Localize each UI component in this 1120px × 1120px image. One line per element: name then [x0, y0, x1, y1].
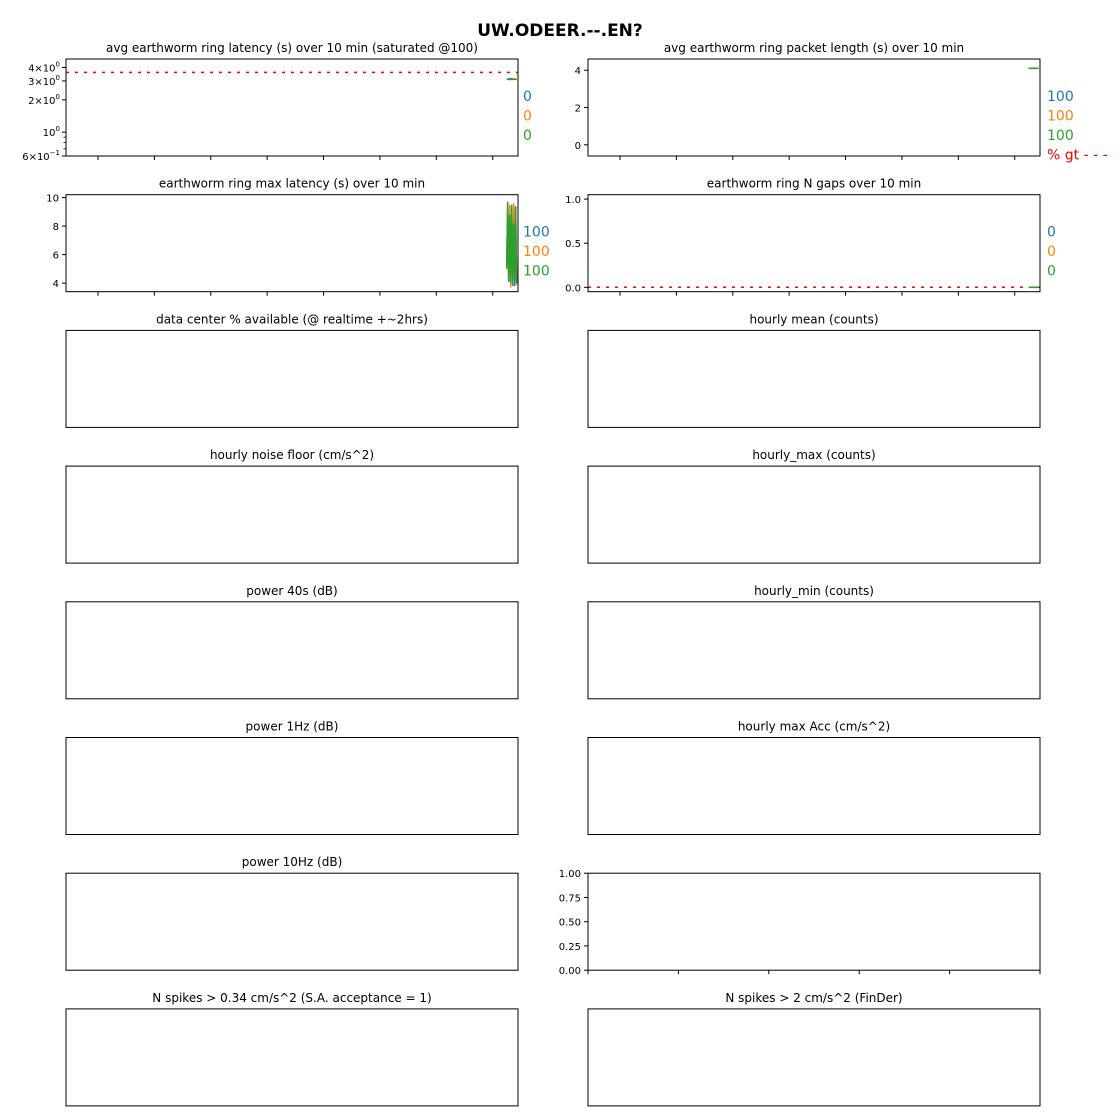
y-tick-label: 0.00: [558, 966, 581, 978]
subplot-1: [575, 41, 1108, 164]
plot-frame: [66, 738, 518, 835]
plot-frame: [66, 466, 518, 563]
side-label: 0: [1047, 224, 1056, 241]
subplot-title: N spikes > 0.34 cm/s^2 (S.A. acceptance = 1): [152, 990, 432, 1005]
plot-frame: [588, 873, 1040, 970]
side-label: 0: [523, 108, 532, 125]
subplot-title: earthworm ring max latency (s) over 10 min: [158, 176, 426, 191]
plot-frame: [66, 330, 518, 427]
y-tick-label: 0: [574, 140, 581, 152]
side-label: 100: [523, 244, 550, 261]
y-tick-label: 10: [46, 193, 59, 205]
plot-frame: [588, 738, 1040, 835]
y-tick-label: 6: [52, 250, 59, 262]
figure-title: UW.ODEER.--.EN?: [477, 21, 643, 41]
plot-frame: [588, 602, 1040, 699]
subplot-title: earthworm ring N gaps over 10 min: [706, 176, 922, 191]
side-label: 100: [1047, 108, 1074, 125]
y-tick-label: 4: [574, 66, 581, 78]
side-label-extra: % gt - - -: [1047, 147, 1108, 164]
y-tick-label: $10^0$: [42, 125, 60, 140]
subplot-title: hourly noise floor (cm/s^2): [209, 448, 375, 463]
subplot-4: [66, 312, 518, 427]
side-label: 0: [523, 89, 532, 105]
subplot-title: hourly max Acc (cm/s^2): [737, 719, 891, 734]
side-label: 0: [1047, 263, 1056, 280]
subplot-12: [66, 855, 518, 970]
y-tick-label: 0.50: [558, 917, 581, 929]
subplot-title: hourly_max (counts): [752, 448, 876, 463]
y-tick-label: $4\times 10^0$: [28, 60, 60, 75]
subplot-0: [22, 41, 532, 163]
side-label: 100: [1047, 89, 1074, 105]
subplot-2: [46, 177, 549, 296]
y-tick-label: 0.25: [558, 941, 581, 953]
plot-frame: [588, 330, 1040, 427]
subplot-3: [565, 177, 1056, 296]
plot-frame: [588, 59, 1040, 156]
subplot-title: N spikes > 2 cm/s^2 (FinDer): [725, 990, 903, 1005]
y-tick-label: $6\times 10^{-1}$: [22, 149, 60, 163]
y-tick-label: 0.75: [558, 893, 581, 905]
plot-frame: [588, 1009, 1040, 1106]
subplot-6: [66, 448, 518, 563]
subplot-title: power 1Hz (dB): [245, 719, 339, 734]
subplot-9: [588, 584, 1040, 699]
y-tick-label: 4: [52, 279, 59, 291]
side-label: 100: [1047, 128, 1074, 144]
y-tick-label: 1.0: [565, 195, 581, 207]
plot-frame: [66, 602, 518, 699]
subplot-11: [588, 720, 1040, 835]
subplot-title: data center % available (@ realtime +~2hrs): [156, 312, 428, 327]
subplot-title: power 10Hz (dB): [241, 855, 343, 870]
subplot-title: power 40s (dB): [246, 583, 338, 598]
subplot-13: [559, 869, 1040, 977]
subplot-15: [588, 991, 1040, 1106]
y-tick-label: $2\times 10^0$: [28, 92, 60, 107]
plot-frame: [66, 59, 518, 156]
plot-frame: [66, 873, 518, 970]
subplot-7: [588, 448, 1040, 563]
y-tick-label: 2: [574, 103, 581, 115]
subplot-title: hourly_min (counts): [754, 583, 874, 598]
subplot-5: [588, 312, 1040, 427]
subplot-title: avg earthworm ring latency (s) over 10 min (saturated @100): [106, 41, 478, 55]
y-tick-label: 0.5: [565, 239, 581, 251]
plot-frame: [588, 195, 1040, 292]
plot-frame: [588, 466, 1040, 563]
side-label: 0: [523, 128, 532, 144]
y-tick-label: 1.00: [558, 869, 581, 881]
side-label: 100: [523, 224, 550, 241]
plot-frame: [66, 195, 518, 292]
subplot-title: hourly mean (counts): [749, 312, 879, 327]
subplot-10: [66, 720, 518, 835]
subplot-title: avg earthworm ring packet length (s) over 10 min: [663, 41, 965, 55]
y-tick-label: 0.0: [565, 283, 581, 295]
side-label: 0: [1047, 244, 1056, 261]
y-tick-label: 8: [52, 222, 59, 234]
subplot-14: [66, 991, 518, 1106]
plot-frame: [66, 1009, 518, 1106]
subplot-8: [66, 584, 518, 699]
side-label: 100: [523, 263, 550, 280]
y-tick-label: $3\times 10^0$: [28, 73, 60, 88]
